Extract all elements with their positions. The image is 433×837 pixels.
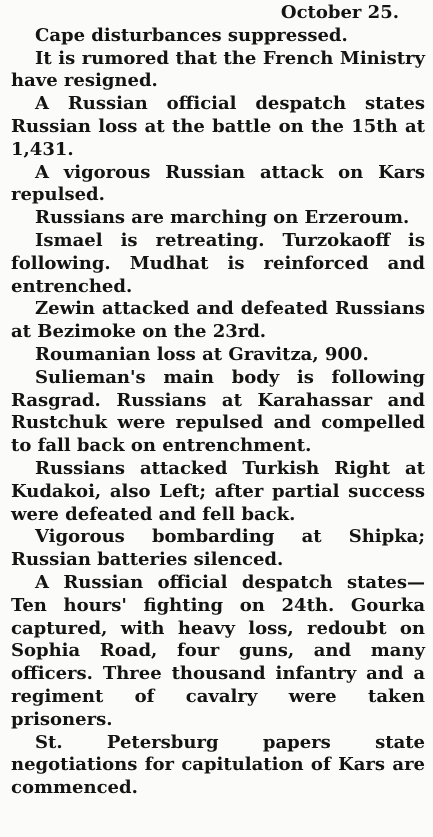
news-item-cape: Cape disturbances suppressed. [35,24,348,46]
news-item-kudakoi: Russians attacked Turkish Right at Kudakoi, also Left; after partial success were defeated and fell back. [11,457,425,525]
news-item-gourka: A Russian official despatch states— Ten hours' fighting on 24th. Gourka captured, with heavy loss, redoubt on Sophia Road, four guns, and many officers. Three thousand infantry and a regiment of cavalry were taken prisoners. [11,571,425,730]
news-item-sulieman: Sulieman's main body is following Rasgrad. Russians at Karahassar and Rustchuk were repulsed and compelled to fall back on entrenchment. [11,366,425,457]
news-item-french-ministry: It is rumored that the French Ministry have resigned. [11,47,425,92]
news-item-zewin: Zewin attacked and defeated Russians at Bezimoke on the 23rd. [11,298,425,343]
news-item-shipka: Vigorous bombarding at Shipka; Russian batteries silenced. [11,526,425,571]
news-item-gravitza: Roumanian loss at Gravitza, 900. [35,343,369,365]
news-item-st-petersburg: St. Petersburg papers state negotiations for capitulation of Kars are commenced. [11,731,425,799]
news-item-russian-loss: A Russian official despatch states Russian loss at the battle on the 15th at 1,431. [11,93,425,160]
news-item-kars-attack: A vigorous Russian attack on Kars repulsed. [11,161,425,206]
news-item-ismael: Ismael is retreating. Turzokaoff is following. Mudhat is reinforced and entrenched. [11,229,425,297]
dateline: October 25. [280,2,399,23]
news-item-erzeroum: Russians are marching on Erzeroum. [35,207,410,229]
